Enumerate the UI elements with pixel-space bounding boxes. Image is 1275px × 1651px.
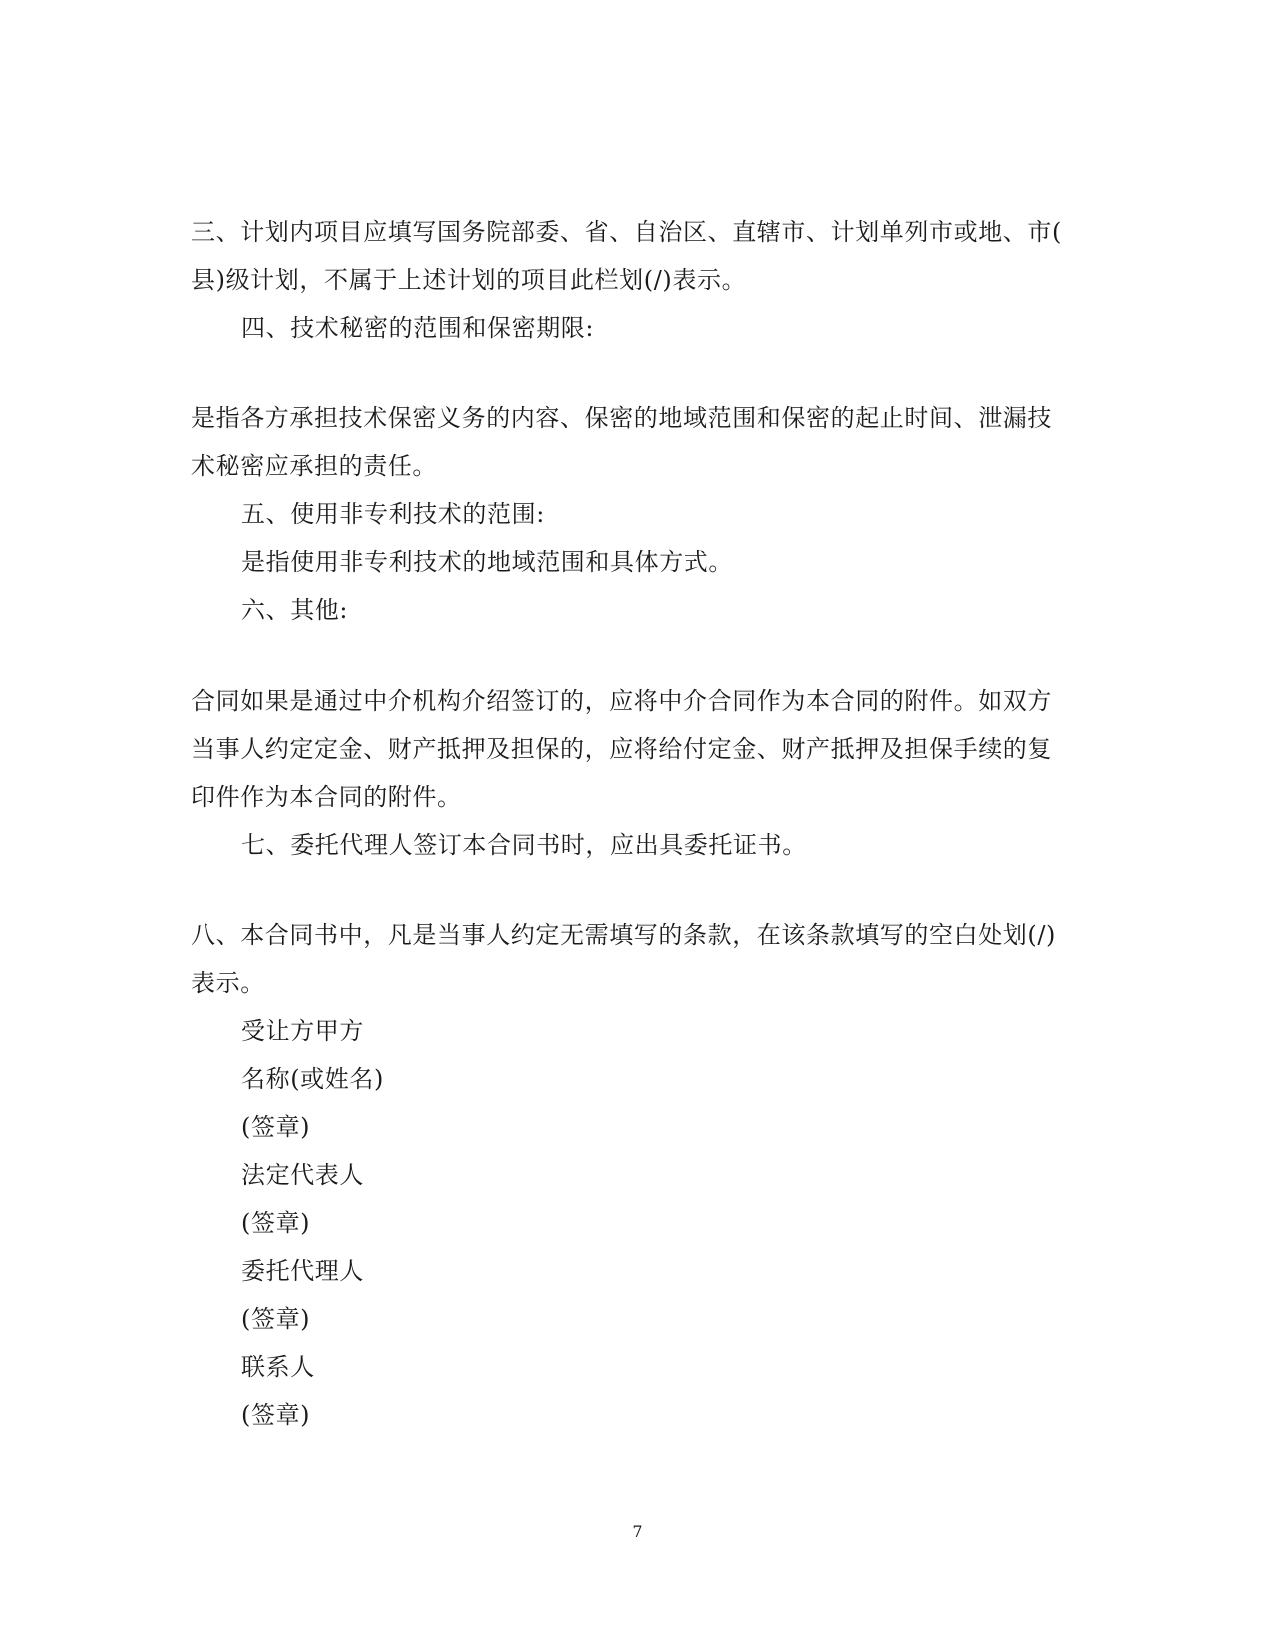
signature-label-seal-2: (签章): [241, 1209, 311, 1237]
text-line-planned-projects-2: 县)级计划，不属于上述计划的项目此栏划(/)表示。: [191, 266, 747, 294]
heading-other: 六、其他:: [241, 596, 349, 624]
text-line-other-1: 合同如果是通过中介机构介绍签订的，应将中介合同作为本合同的附件。如双方: [191, 687, 1052, 715]
signature-label-seal-1: (签章): [241, 1113, 311, 1141]
signature-label-legal-representative: 法定代表人: [241, 1161, 364, 1189]
text-line-planned-projects-1: 三、计划内项目应填写国务院部委、省、自治区、直辖市、计划单列市或地、市(: [191, 218, 1062, 246]
text-line-agent-certificate: 七、委托代理人签订本合同书时，应出具委托证书。: [241, 831, 807, 859]
text-line-blank-clauses-2: 表示。: [191, 969, 265, 997]
text-line-other-2: 当事人约定定金、财产抵押及担保的，应将给付定金、财产抵押及担保手续的复: [191, 735, 1052, 763]
signature-label-name: 名称(或姓名): [241, 1065, 384, 1093]
signature-label-seal-3: (签章): [241, 1305, 311, 1333]
text-line-other-3: 印件作为本合同的附件。: [191, 783, 462, 811]
signature-label-seal-4: (签章): [241, 1401, 311, 1429]
heading-non-patent-scope: 五、使用非专利技术的范围:: [241, 500, 545, 528]
signature-label-contact: 联系人: [241, 1353, 315, 1381]
page-number: 7: [632, 1522, 643, 1541]
text-line-non-patent-scope: 是指使用非专利技术的地域范围和具体方式。: [241, 548, 733, 576]
signature-label-transferee: 受让方甲方: [241, 1017, 364, 1045]
heading-technical-secrets: 四、技术秘密的范围和保密期限:: [241, 314, 595, 342]
text-line-technical-secrets-1: 是指各方承担技术保密义务的内容、保密的地域范围和保密的起止时间、泄漏技: [191, 404, 1052, 432]
text-line-technical-secrets-2: 术秘密应承担的责任。: [191, 452, 437, 480]
signature-label-agent: 委托代理人: [241, 1257, 364, 1285]
text-line-blank-clauses-1: 八、本合同书中，凡是当事人约定无需填写的条款，在该条款填写的空白处划(/): [191, 921, 1057, 949]
